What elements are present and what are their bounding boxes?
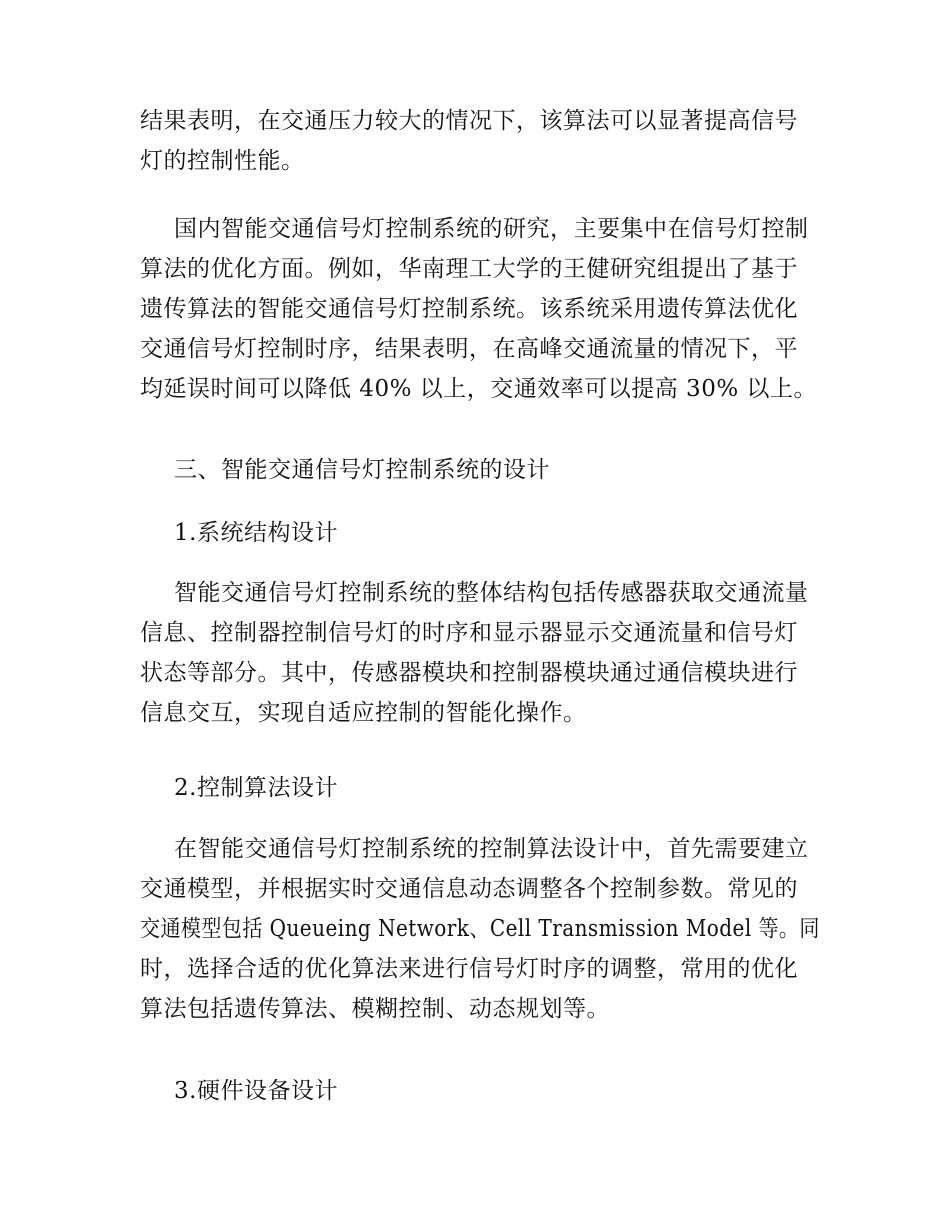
text-line: 时，选择合适的优化算法来进行信号灯时序的调整，常用的优化 bbox=[140, 956, 798, 982]
subsection-heading-structure bbox=[140, 513, 820, 553]
subsection-heading: 1.系统结构设计 bbox=[174, 520, 338, 546]
text-line: 结果表明，在交通压力较大的情况下，该算法可以显著提高信号 bbox=[140, 108, 798, 134]
text-line: 算法的优化方面。例如，华南理工大学的王健研究组提出了基于 bbox=[140, 256, 798, 282]
paragraph-domestic-research bbox=[140, 209, 820, 409]
text-line: 信息、控制器控制信号灯的时序和显示器显示交通流量和信号灯 bbox=[140, 620, 798, 646]
text-line: 信息交互，实现自适应控制的智能化操作。 bbox=[140, 700, 587, 726]
text-line: 在智能交通信号灯控制系统的控制算法设计中，首先需要建立 bbox=[174, 836, 809, 862]
subsection-heading-algorithm bbox=[140, 768, 820, 808]
text-line: 交通信号灯控制时序，结果表明，在高峰交通流量的情况下，平 bbox=[140, 336, 798, 362]
subsection-heading: 2.控制算法设计 bbox=[174, 775, 338, 801]
subsection-heading: 3.硬件设备设计 bbox=[174, 1078, 338, 1104]
text-line: 交通模型，并根据实时交通信息动态调整各个控制参数。常见的 bbox=[140, 876, 798, 902]
paragraph-results-continued bbox=[140, 101, 820, 181]
paragraph-control-algorithm bbox=[140, 829, 820, 1029]
section-heading-design bbox=[140, 450, 820, 490]
text-line: 算法包括遗传算法、模糊控制、动态规划等。 bbox=[140, 996, 610, 1022]
text-line: 智能交通信号灯控制系统的整体结构包括传感器获取交通流量 bbox=[174, 580, 809, 606]
subsection-heading-hardware bbox=[140, 1071, 820, 1111]
text-line: 国内智能交通信号灯控制系统的研究，主要集中在信号灯控制 bbox=[174, 216, 809, 242]
section-heading: 三、智能交通信号灯控制系统的设计 bbox=[174, 457, 550, 483]
text-line: 均延误时间可以降低 40% 以上，交通效率可以提高 30% 以上。 bbox=[140, 376, 817, 402]
text-line: 状态等部分。其中，传感器模块和控制器模块通过通信模块进行 bbox=[140, 660, 798, 686]
text-line: 灯的控制性能。 bbox=[140, 148, 305, 174]
text-line: 遗传算法的智能交通信号灯控制系统。该系统采用遗传算法优化 bbox=[140, 296, 798, 322]
text-line: 交通模型包括 Queueing Network、Cell Transmission Model 等。同 bbox=[140, 916, 820, 942]
paragraph-system-structure bbox=[140, 573, 820, 733]
